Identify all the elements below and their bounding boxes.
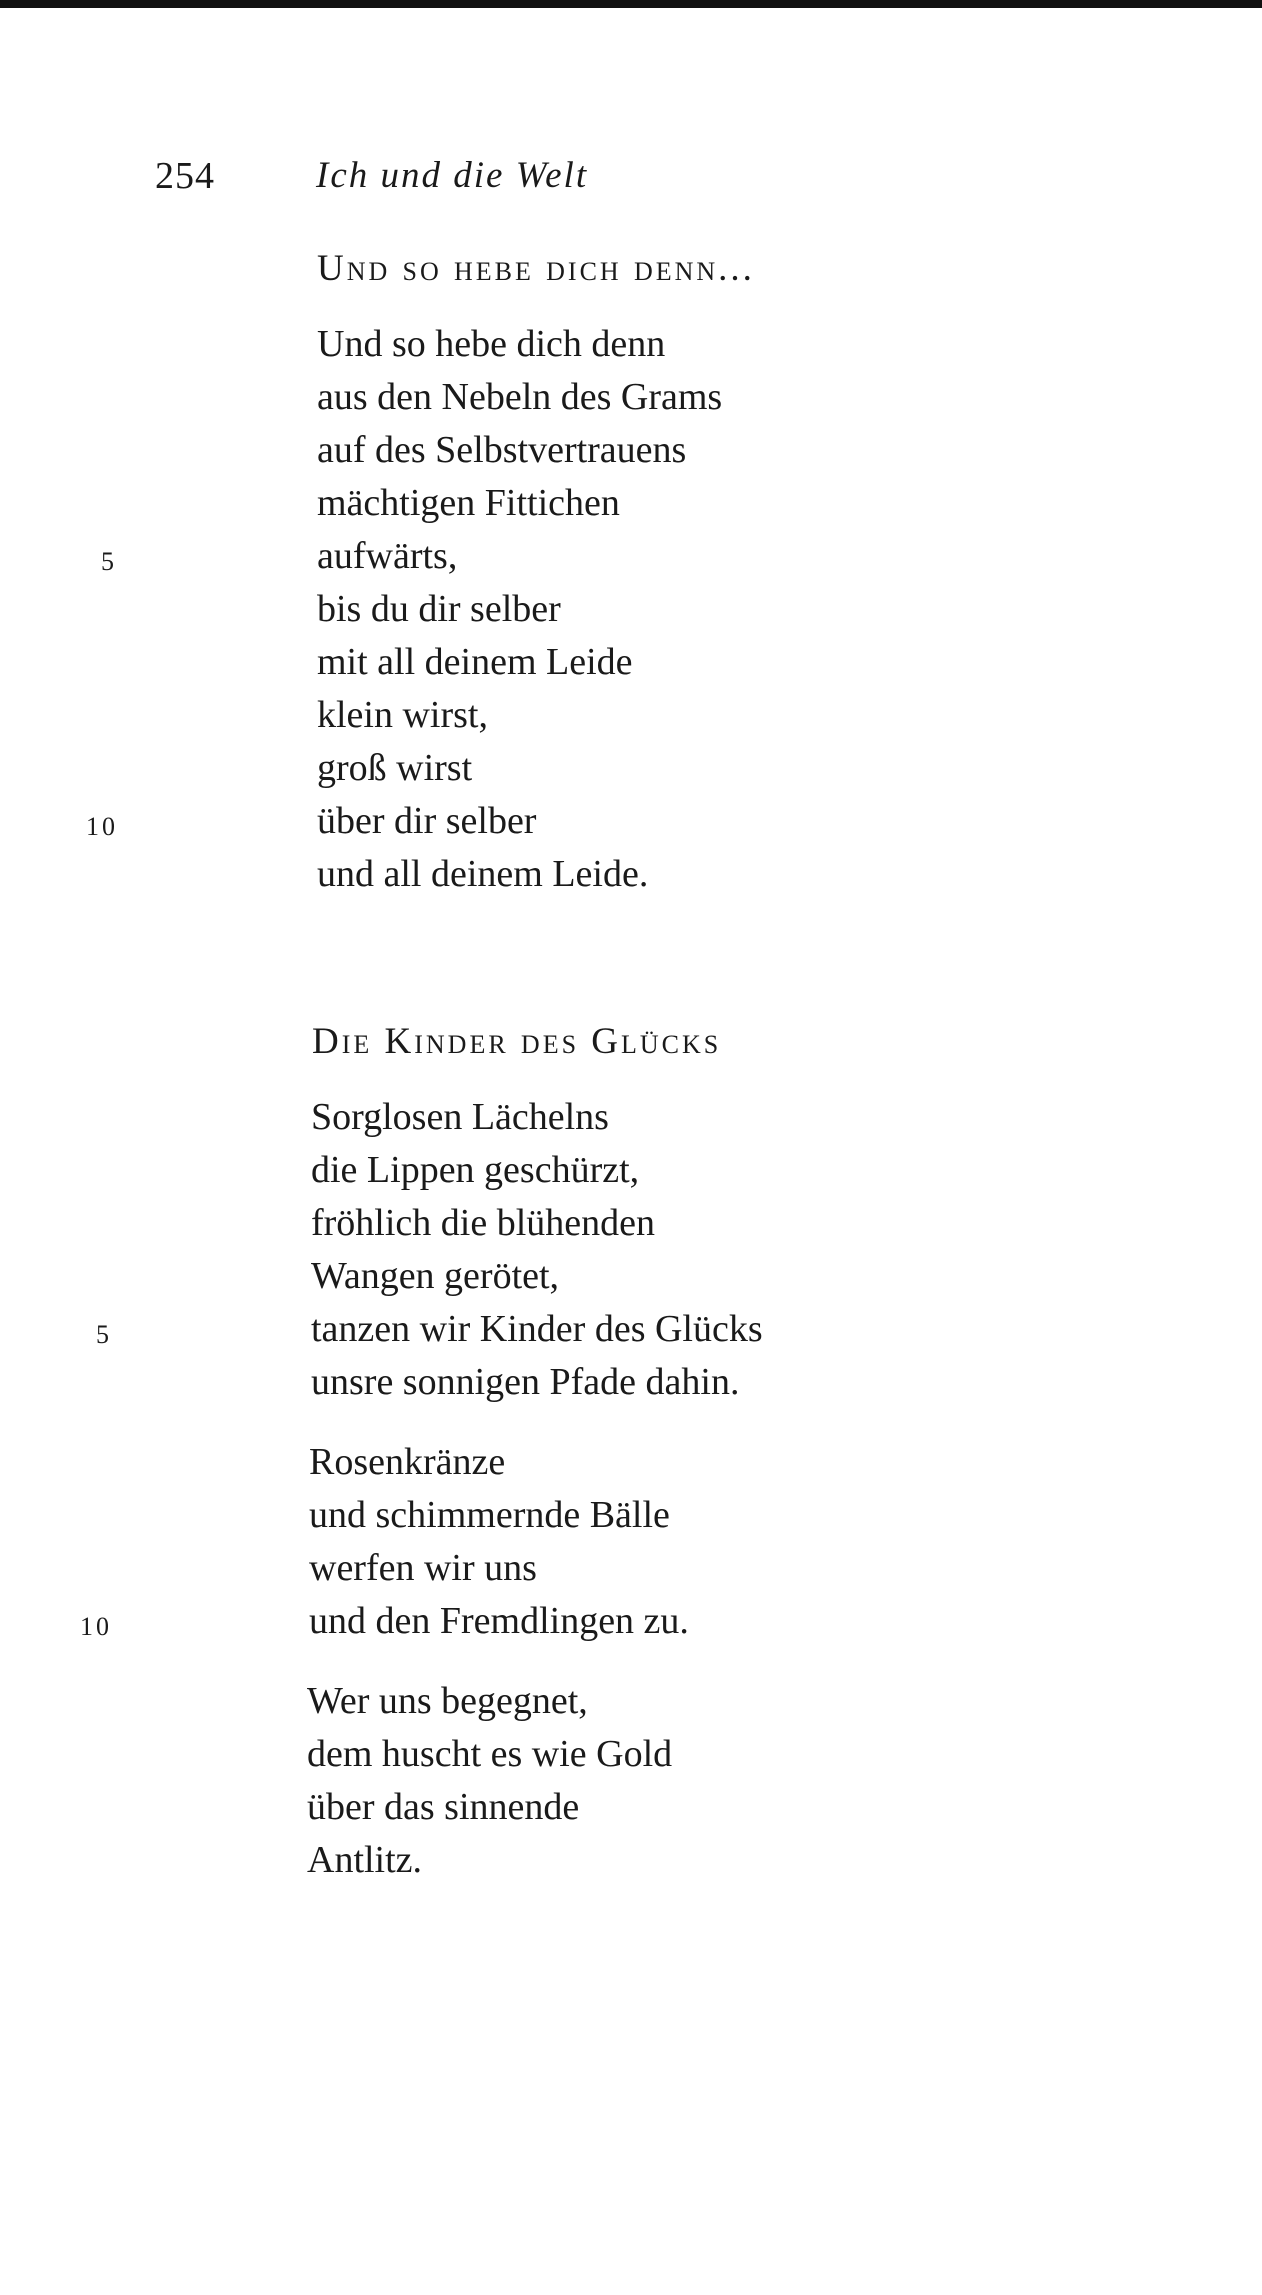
verse-line: dem huscht es wie Gold (307, 1733, 673, 1775)
verse-line: Und so hebe dich denn (317, 323, 666, 365)
verse-line: fröhlich die blühenden (311, 1202, 656, 1244)
page-number: 254 (155, 155, 215, 197)
verse-line: aufwärts, (317, 535, 458, 577)
top-edge-rule (0, 0, 1262, 8)
running-head: Ich und die Welt (316, 155, 589, 196)
line-number: 5 (96, 1320, 112, 1349)
verse-line: groß wirst (317, 747, 473, 789)
verse-line: werfen wir uns (309, 1547, 537, 1589)
verse-line: und den Fremdlingen zu. (309, 1600, 689, 1642)
poem-title: Die Kinder des Glücks (312, 1021, 722, 1062)
verse-line: mächtigen Fittichen (317, 482, 620, 524)
poem-title: Und so hebe dich denn... (317, 248, 755, 289)
verse-line: mit all deinem Leide (317, 641, 633, 683)
line-number: 10 (86, 812, 118, 841)
verse-line: und all deinem Leide. (317, 853, 649, 895)
verse-line: Rosenkränze (309, 1441, 506, 1483)
verse-line: tanzen wir Kinder des Glücks (311, 1308, 763, 1350)
line-number: 10 (80, 1612, 112, 1641)
verse-line: über das sinnende (307, 1786, 580, 1828)
verse-line: Antlitz. (307, 1839, 423, 1881)
line-number: 5 (101, 547, 117, 576)
verse-line: die Lippen geschürzt, (311, 1149, 640, 1191)
verse-line: Sorglosen Lächelns (311, 1096, 609, 1138)
verse-line: klein wirst, (317, 694, 488, 736)
verse-line: und schimmernde Bälle (309, 1494, 670, 1536)
verse-line: über dir selber (317, 800, 537, 842)
verse-line: aus den Nebeln des Grams (317, 376, 723, 418)
verse-line: unsre sonnigen Pfade dahin. (311, 1361, 740, 1403)
verse-line: auf des Selbstvertrauens (317, 429, 687, 471)
verse-line: bis du dir selber (317, 588, 561, 630)
verse-line: Wer uns begegnet, (307, 1680, 588, 1722)
verse-line: Wangen gerötet, (311, 1255, 560, 1297)
